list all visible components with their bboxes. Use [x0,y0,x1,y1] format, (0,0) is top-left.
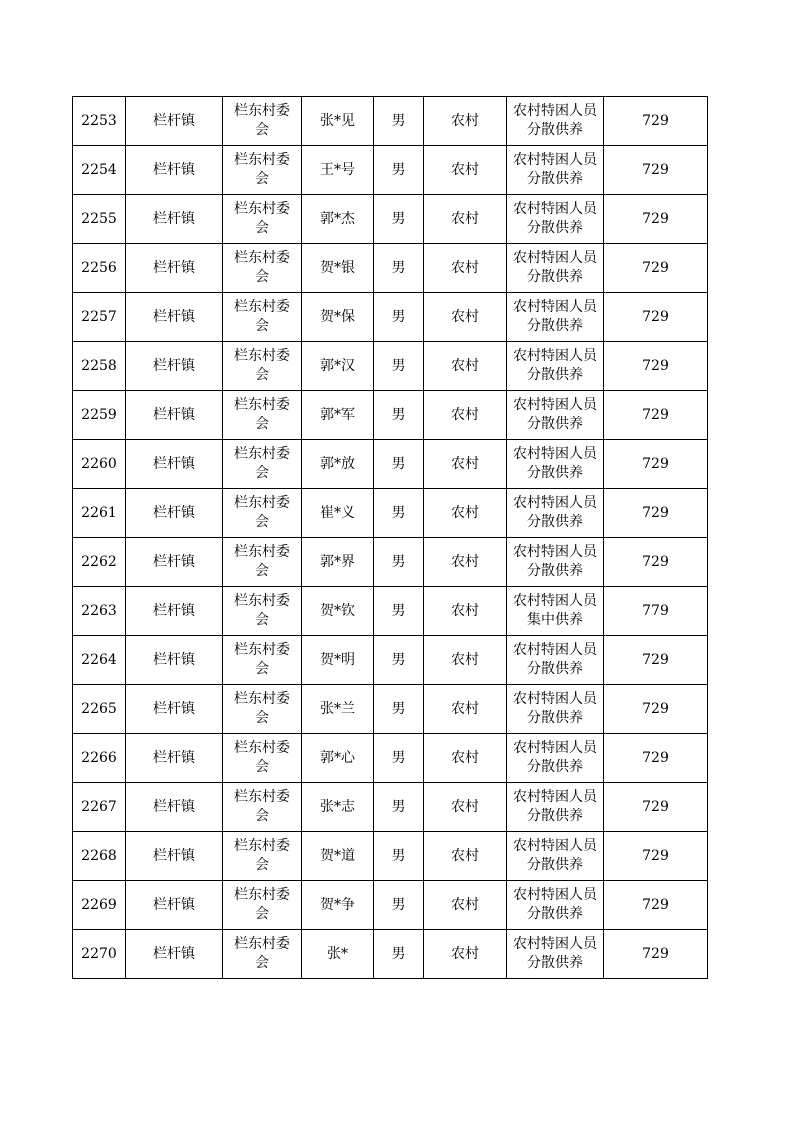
cell-amount: 729 [604,342,708,391]
roster-body [73,97,708,979]
cell-amount: 729 [604,244,708,293]
cell-village-committee-text: 栏东村委会 [234,593,290,628]
cell-person-name: 郭*放 [302,440,374,489]
cell-support-type-text: 农村特困人员分散供养 [513,348,597,383]
cell-village-committee-text: 栏东村委会 [234,201,290,236]
cell-town: 栏杆镇 [126,538,223,587]
cell-person-name: 崔*义 [302,489,374,538]
roster-table [72,96,708,979]
cell-person-name: 张*志 [302,783,374,832]
cell-village-committee-text: 栏东村委会 [234,348,290,383]
cell-serial-number: 2269 [73,881,126,930]
cell-town: 栏杆镇 [126,244,223,293]
cell-support-type-text: 农村特困人员分散供养 [513,838,597,873]
cell-area-type: 农村 [424,832,507,881]
cell-village-committee-text: 栏东村委会 [234,936,290,971]
cell-area-type: 农村 [424,440,507,489]
cell-village-committee-text: 栏东村委会 [234,887,290,922]
table-row [73,97,708,146]
table-row [73,734,708,783]
cell-support-type [507,734,604,783]
cell-gender: 男 [374,783,424,832]
cell-area-type: 农村 [424,293,507,342]
table-row [73,440,708,489]
cell-support-type-text: 农村特困人员分散供养 [513,103,597,138]
cell-village-committee-text: 栏东村委会 [234,103,290,138]
cell-serial-number: 2259 [73,391,126,440]
cell-amount: 729 [604,636,708,685]
cell-village-committee-text: 栏东村委会 [234,691,290,726]
cell-serial-number: 2264 [73,636,126,685]
cell-amount: 729 [604,832,708,881]
cell-support-type-text: 农村特困人员分散供养 [513,936,597,971]
cell-village-committee [223,734,302,783]
cell-area-type: 农村 [424,97,507,146]
cell-person-name: 张*兰 [302,685,374,734]
cell-amount: 729 [604,685,708,734]
table-row [73,832,708,881]
cell-support-type [507,636,604,685]
table-row [73,342,708,391]
cell-serial-number: 2253 [73,97,126,146]
cell-support-type-text: 农村特困人员分散供养 [513,250,597,285]
cell-serial-number: 2263 [73,587,126,636]
cell-support-type [507,97,604,146]
cell-amount: 729 [604,293,708,342]
cell-person-name: 郭*心 [302,734,374,783]
cell-serial-number: 2261 [73,489,126,538]
cell-area-type: 农村 [424,489,507,538]
cell-area-type: 农村 [424,342,507,391]
cell-town: 栏杆镇 [126,489,223,538]
cell-village-committee-text: 栏东村委会 [234,544,290,579]
cell-serial-number: 2268 [73,832,126,881]
cell-amount: 729 [604,881,708,930]
cell-area-type: 农村 [424,244,507,293]
cell-gender: 男 [374,881,424,930]
cell-person-name: 郭*汉 [302,342,374,391]
cell-gender: 男 [374,489,424,538]
cell-gender: 男 [374,832,424,881]
cell-person-name: 贺*银 [302,244,374,293]
cell-amount: 729 [604,489,708,538]
cell-support-type-text: 农村特困人员分散供养 [513,152,597,187]
cell-village-committee [223,342,302,391]
cell-gender: 男 [374,146,424,195]
cell-support-type [507,146,604,195]
cell-village-committee-text: 栏东村委会 [234,299,290,334]
cell-support-type [507,538,604,587]
cell-serial-number: 2265 [73,685,126,734]
cell-serial-number: 2260 [73,440,126,489]
cell-village-committee [223,636,302,685]
cell-serial-number: 2257 [73,293,126,342]
cell-village-committee-text: 栏东村委会 [234,397,290,432]
cell-support-type [507,244,604,293]
cell-village-committee-text: 栏东村委会 [234,250,290,285]
cell-village-committee [223,930,302,979]
cell-support-type-text: 农村特困人员分散供养 [513,544,597,579]
cell-gender: 男 [374,293,424,342]
table-row [73,293,708,342]
cell-support-type-text: 农村特困人员分散供养 [513,740,597,775]
cell-support-type [507,832,604,881]
table-row [73,146,708,195]
cell-area-type: 农村 [424,685,507,734]
cell-serial-number: 2258 [73,342,126,391]
cell-gender: 男 [374,97,424,146]
cell-support-type-text: 农村特困人员分散供养 [513,495,597,530]
cell-gender: 男 [374,342,424,391]
cell-area-type: 农村 [424,391,507,440]
cell-gender: 男 [374,636,424,685]
cell-person-name: 贺*钦 [302,587,374,636]
cell-amount: 729 [604,783,708,832]
cell-serial-number: 2256 [73,244,126,293]
cell-village-committee [223,97,302,146]
cell-support-type [507,783,604,832]
cell-village-committee [223,440,302,489]
table-row [73,587,708,636]
cell-village-committee [223,293,302,342]
cell-person-name: 王*号 [302,146,374,195]
cell-area-type: 农村 [424,195,507,244]
cell-gender: 男 [374,538,424,587]
cell-support-type-text: 农村特困人员分散供养 [513,299,597,334]
cell-town: 栏杆镇 [126,685,223,734]
cell-amount: 729 [604,440,708,489]
cell-support-type [507,685,604,734]
cell-village-committee-text: 栏东村委会 [234,642,290,677]
cell-village-committee [223,783,302,832]
cell-village-committee [223,832,302,881]
cell-person-name: 贺*明 [302,636,374,685]
cell-village-committee-text: 栏东村委会 [234,838,290,873]
cell-town: 栏杆镇 [126,97,223,146]
cell-amount: 729 [604,97,708,146]
cell-area-type: 农村 [424,734,507,783]
cell-amount: 779 [604,587,708,636]
cell-town: 栏杆镇 [126,930,223,979]
cell-village-committee [223,489,302,538]
cell-area-type: 农村 [424,881,507,930]
table-row [73,391,708,440]
table-row [73,685,708,734]
cell-gender: 男 [374,195,424,244]
cell-support-type-text: 农村特困人员集中供养 [513,593,597,628]
cell-gender: 男 [374,930,424,979]
cell-area-type: 农村 [424,146,507,195]
cell-village-committee-text: 栏东村委会 [234,446,290,481]
cell-support-type [507,342,604,391]
cell-amount: 729 [604,734,708,783]
cell-town: 栏杆镇 [126,636,223,685]
cell-serial-number: 2254 [73,146,126,195]
table-row [73,930,708,979]
cell-town: 栏杆镇 [126,195,223,244]
cell-person-name: 郭*杰 [302,195,374,244]
cell-person-name: 郭*军 [302,391,374,440]
cell-person-name: 郭*界 [302,538,374,587]
cell-amount: 729 [604,146,708,195]
cell-town: 栏杆镇 [126,881,223,930]
cell-support-type-text: 农村特困人员分散供养 [513,446,597,481]
cell-town: 栏杆镇 [126,146,223,195]
cell-gender: 男 [374,734,424,783]
cell-serial-number: 2262 [73,538,126,587]
cell-town: 栏杆镇 [126,587,223,636]
cell-village-committee [223,685,302,734]
cell-serial-number: 2267 [73,783,126,832]
cell-village-committee-text: 栏东村委会 [234,740,290,775]
cell-gender: 男 [374,391,424,440]
cell-serial-number: 2270 [73,930,126,979]
cell-support-type [507,195,604,244]
cell-gender: 男 [374,587,424,636]
cell-person-name: 张*见 [302,97,374,146]
cell-area-type: 农村 [424,538,507,587]
cell-serial-number: 2266 [73,734,126,783]
cell-support-type [507,293,604,342]
cell-support-type-text: 农村特困人员分散供养 [513,201,597,236]
cell-support-type [507,489,604,538]
cell-amount: 729 [604,195,708,244]
cell-serial-number: 2255 [73,195,126,244]
cell-amount: 729 [604,391,708,440]
cell-area-type: 农村 [424,930,507,979]
cell-gender: 男 [374,685,424,734]
cell-gender: 男 [374,244,424,293]
cell-village-committee [223,538,302,587]
cell-village-committee [223,587,302,636]
cell-village-committee-text: 栏东村委会 [234,495,290,530]
table-row [73,489,708,538]
cell-village-committee [223,244,302,293]
cell-amount: 729 [604,930,708,979]
cell-support-type [507,881,604,930]
cell-area-type: 农村 [424,636,507,685]
cell-person-name: 贺*争 [302,881,374,930]
table-row [73,783,708,832]
cell-support-type-text: 农村特困人员分散供养 [513,887,597,922]
cell-gender: 男 [374,440,424,489]
cell-support-type [507,930,604,979]
table-row [73,195,708,244]
cell-person-name: 张* [302,930,374,979]
cell-support-type [507,391,604,440]
cell-person-name: 贺*保 [302,293,374,342]
cell-village-committee-text: 栏东村委会 [234,789,290,824]
cell-support-type-text: 农村特困人员分散供养 [513,691,597,726]
cell-village-committee [223,146,302,195]
cell-support-type [507,440,604,489]
cell-amount: 729 [604,538,708,587]
cell-support-type [507,587,604,636]
cell-village-committee [223,391,302,440]
cell-village-committee [223,881,302,930]
cell-area-type: 农村 [424,587,507,636]
cell-town: 栏杆镇 [126,391,223,440]
table-row [73,244,708,293]
cell-support-type-text: 农村特困人员分散供养 [513,397,597,432]
cell-village-committee [223,195,302,244]
cell-town: 栏杆镇 [126,440,223,489]
cell-town: 栏杆镇 [126,293,223,342]
cell-support-type-text: 农村特困人员分散供养 [513,789,597,824]
cell-town: 栏杆镇 [126,734,223,783]
cell-town: 栏杆镇 [126,342,223,391]
cell-support-type-text: 农村特困人员分散供养 [513,642,597,677]
cell-person-name: 贺*道 [302,832,374,881]
table-row [73,881,708,930]
cell-town: 栏杆镇 [126,783,223,832]
cell-village-committee-text: 栏东村委会 [234,152,290,187]
cell-area-type: 农村 [424,783,507,832]
cell-town: 栏杆镇 [126,832,223,881]
table-row [73,538,708,587]
table-row [73,636,708,685]
